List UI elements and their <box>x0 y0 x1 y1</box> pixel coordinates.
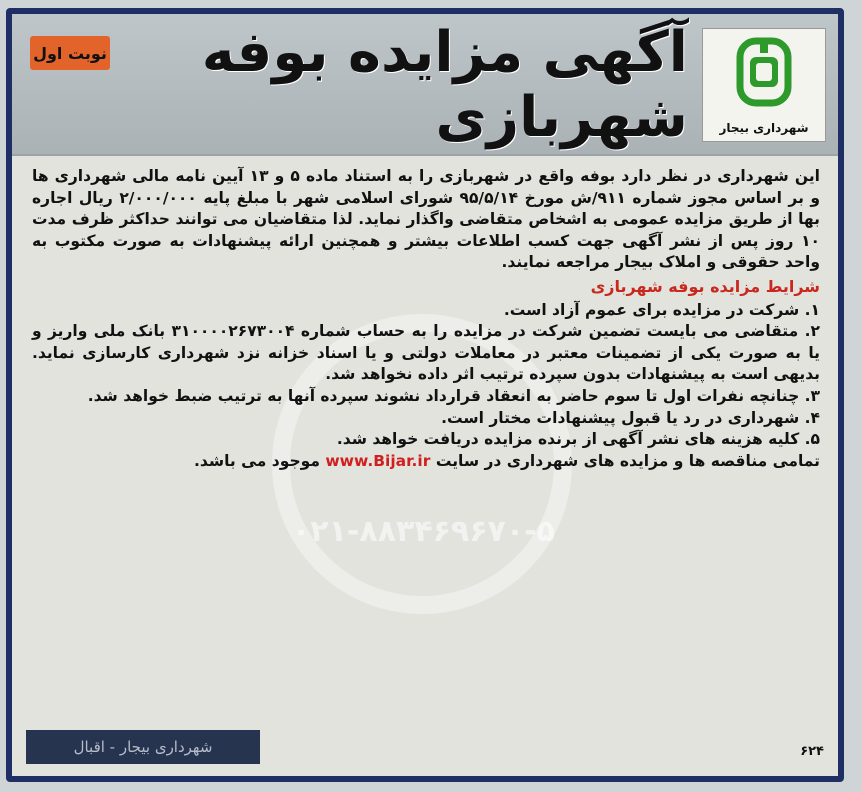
website-link[interactable]: www.Bijar.ir <box>325 451 431 470</box>
municipality-emblem-icon <box>736 37 792 107</box>
intro-paragraph: این شهرداری در نظر دارد بوفه واقع در شهربازی را به استناد ماده ۵ و ۱۳ آیین نامه مالی شهرداری ها و بر اساس مجوز شماره ۹۱۱/ش مورخ ۹۵/۵/۱۴ شورای اسلامی شهر با مبلغ پایه ۲/۰۰۰/۰۰۰ ریال اجاره بها از طریق مزایده عمومی به اشخاص متقاضی واگذار نماید. لذا متقاضیان می توانند حداکثر ظرف مدت ۱۰ روز پس از نشر آگهی جهت کسب اطلاعات بیشتر و همچنین ارائه پیشنهادات به صورت مکتوب به واحد حقوقی و املاک بیجار مراجعه نمایند. <box>32 167 820 272</box>
announcement-frame <box>6 8 844 782</box>
logo-caption: شهرداری بیجار <box>719 121 809 135</box>
condition-item: ۴. شهرداری در رد یا قبول پیشنهادات مختار است. <box>441 408 820 427</box>
condition-item: ۱. شرکت در مزایده برای عموم آزاد است. <box>503 300 820 319</box>
closing-text-after: موجود می باشد. <box>194 451 320 470</box>
municipality-logo <box>702 28 826 142</box>
watermark-phone: ۰۲۱-۸۸۳۴۶۹۶۷۰-۵ <box>292 514 555 549</box>
conditions-title: شرایط مزایده بوفه شهربازی <box>590 276 820 296</box>
condition-item: ۳. چنانچه نفرات اول تا سوم حاضر به انعقاد قرارداد نشوند سپرده آنها به ترتیب ضبط خواهد شد. <box>87 386 820 405</box>
round-badge: نوبت اول <box>30 36 110 70</box>
page-title: آگهی مزایده بوفه شهربازی <box>201 20 688 150</box>
header <box>12 14 838 156</box>
reference-number: ۶۲۴ <box>800 744 824 759</box>
closing-line <box>32 451 820 473</box>
footer-bar: شهرداری بیجار - اقبال <box>26 730 260 764</box>
condition-item: ۵. کلیه هزینه های نشر آگهی از برنده مزایده دریافت خواهد شد. <box>336 430 820 449</box>
closing-text-before: تمامی مناقصه ها و مزایده های شهرداری در سایت <box>435 451 820 470</box>
condition-item: ۲. متقاضی می بایست تضمین شرکت در مزایده را به حساب شماره ۳۱۰۰۰۰۲۶۷۳۰۰۴ بانک ملی واریز و یا به صورت یکی از تضمینات معتبر در معاملات دولتی و یا اسناد خزانه نزد شهرداری کارسازی نماید. بدیهی است به پیشنهادات بدون سپرده ترتیب اثر داده نخواهد شد. <box>32 322 820 384</box>
announcement-body <box>32 166 820 472</box>
